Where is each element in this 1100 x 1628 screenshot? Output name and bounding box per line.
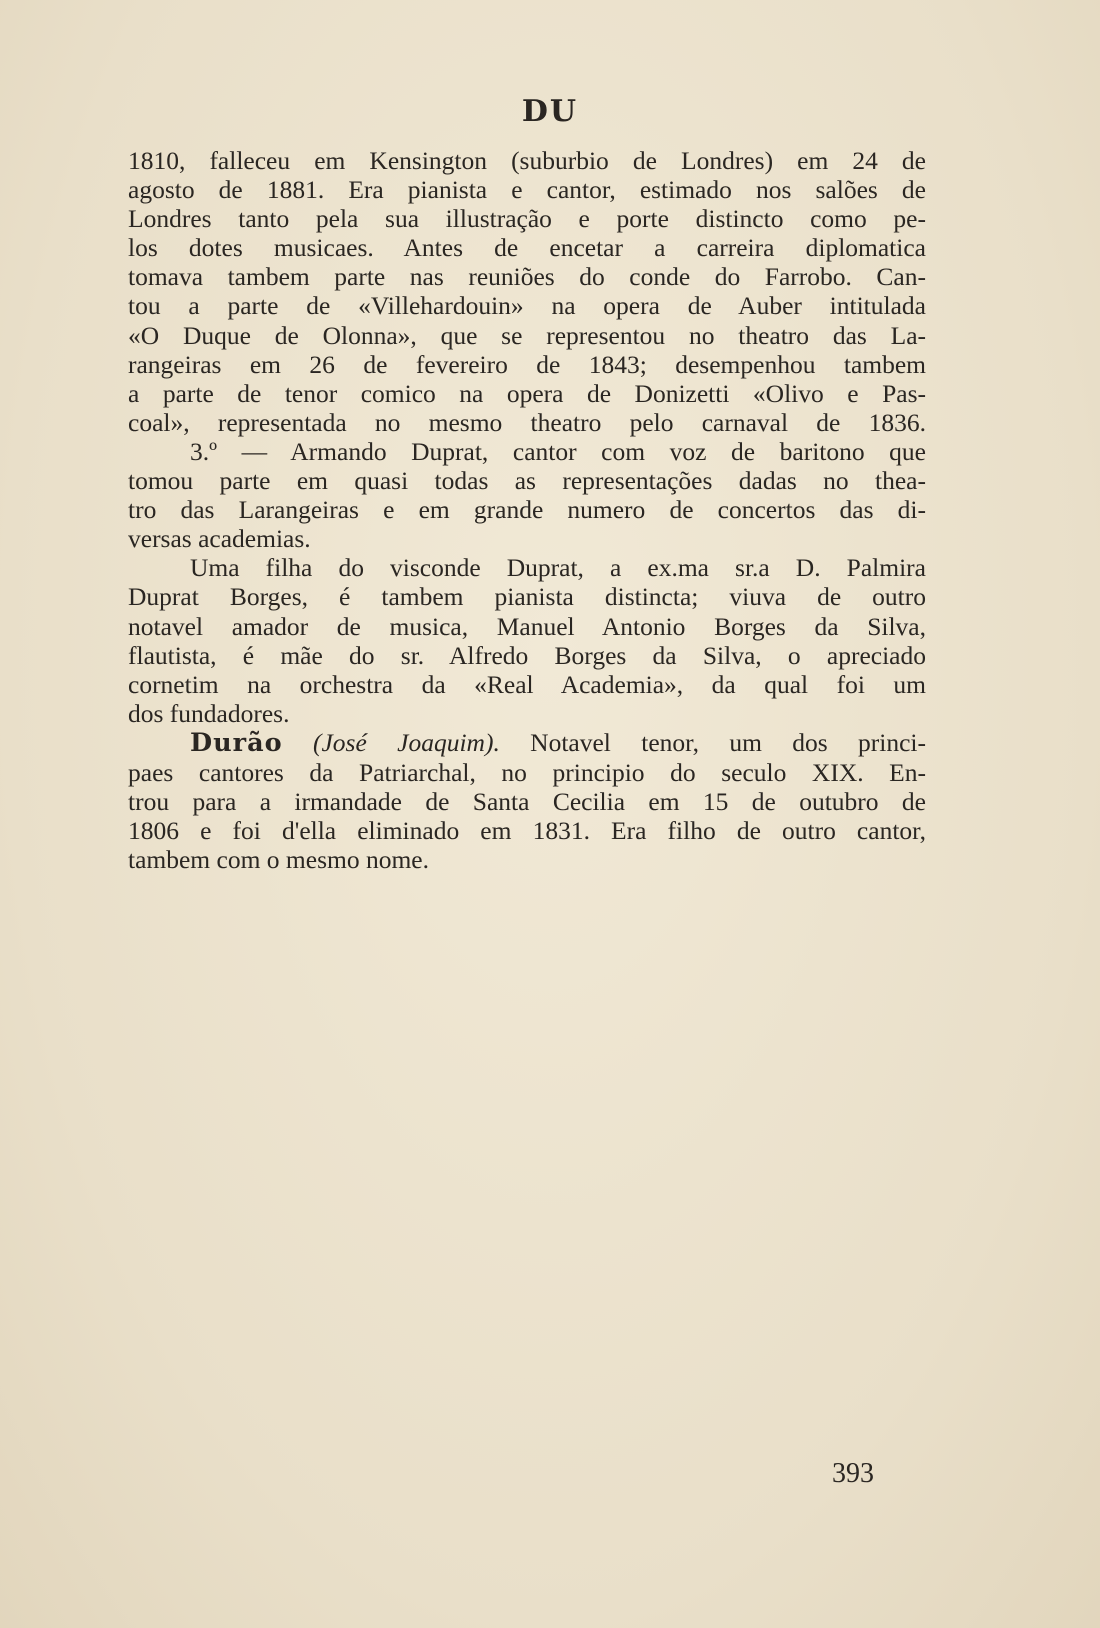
text-line: «O Duque de Olonna», que se representou no theatro das La- [128,320,926,350]
page-number: 393 [832,1458,874,1489]
text-line: Londres tanto pela sua illustração e porte distincto como pe- [128,204,926,234]
running-head: DU [521,94,579,129]
entry-first-line [128,728,926,758]
text-line: agosto de 1881. Era pianista e cantor, estimado nos salões de [128,175,926,205]
text-line: los dotes musicaes. Antes de encetar a carreira diplomatica [128,233,926,263]
text-line: tambem com o mesmo nome. [128,845,429,875]
text-line: 1806 e foi d'ella eliminado em 1831. Era filho de outro cantor, [128,816,926,846]
text-line: versas academias. [128,524,311,554]
paragraph-palmira-duprat [128,553,926,728]
text-line: notavel amador de musica, Manuel Antonio Borges da Silva, [128,611,926,641]
paragraph-armando-duprat [128,437,926,553]
text-line: tro das Larangeiras e em grande numero de concertos das di- [128,495,926,525]
text-line: tomava tambem parte nas reuniões do conde do Farrobo. Can- [128,262,926,292]
paragraph-continuation [128,146,926,437]
text-line: 3.º — Armando Duprat, cantor com voz de baritono que [190,436,926,466]
entry-headword: Durão [190,727,283,758]
text-line: flautista, é mãe do sr. Alfredo Borges da Silva, o apreciado [128,640,926,670]
body-text [128,146,926,874]
text-line: 1810, falleceu em Kensington (suburbio de Londres) em 24 de [128,146,926,175]
text-line: paes cantores da Patriarchal, no principio do seculo XIX. En- [128,757,926,787]
text-line: dos fundadores. [128,698,290,728]
text-line: a parte de tenor comico na opera de Donizetti «Olivo e Pas- [128,378,926,408]
text-line: tomou parte em quasi todas as representações dadas no thea- [128,466,926,496]
entry-durao [128,728,926,874]
text-line: Duprat Borges, é tambem pianista distincta; viuva de outro [128,582,926,612]
text-line: cornetim na orchestra da «Real Academia», da qual foi um [128,669,926,699]
text-line: coal», representada no mesmo theatro pelo carnaval de 1836. [128,407,926,437]
text-line: tou a parte de «Villehardouin» na opera de Auber intitulada [128,291,926,321]
entry-first-line-text: Notavel tenor, um dos princi- [499,727,927,757]
text-line: Uma filha do visconde Duprat, a ex.ma sr.a D. Palmira [190,553,926,583]
entry-given-names: (José Joaquim). [312,727,500,757]
text-line: trou para a irmandade de Santa Cecilia em 15 de outubro de [128,787,926,817]
text-line: rangeiras em 26 de fevereiro de 1843; desempenhou tambem [128,349,926,379]
